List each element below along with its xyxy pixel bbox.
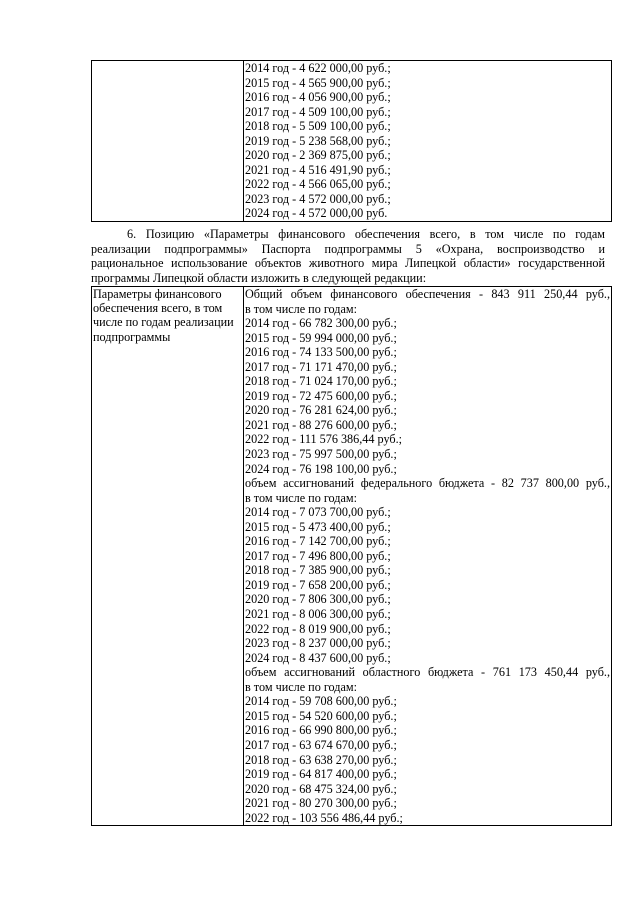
year-line: 2019 год - 64 817 400,00 руб.; xyxy=(245,767,397,782)
funding-table-new xyxy=(91,286,612,826)
year-line: 2018 год - 71 024 170,00 руб.; xyxy=(245,374,397,389)
year-line: 2019 год - 72 475 600,00 руб.; xyxy=(245,388,397,403)
table-row xyxy=(92,61,612,222)
year-line: 2022 год - 111 576 386,44 руб.; xyxy=(245,432,403,447)
label-line: числе по годам реализации xyxy=(93,315,234,330)
year-line: 2016 год - 7 142 700,00 руб.; xyxy=(245,534,391,549)
table-row xyxy=(92,287,612,826)
year-line: 2016 год - 74 133 500,00 руб.; xyxy=(245,345,397,360)
year-line: 2023 год - 4 572 000,00 руб.; xyxy=(245,191,391,206)
year-line: 2020 год - 2 369 875,00 руб.; xyxy=(245,148,391,163)
year-line: 2021 год - 4 516 491,90 руб.; xyxy=(245,162,391,177)
by-years-line: в том числе по годам: xyxy=(245,679,357,694)
year-line: 2018 год - 5 509 100,00 руб.; xyxy=(245,119,391,134)
year-line: 2024 год - 8 437 600,00 руб.; xyxy=(245,650,391,665)
year-line: 2023 год - 8 237 000,00 руб.; xyxy=(245,636,391,651)
year-line: 2018 год - 7 385 900,00 руб.; xyxy=(245,563,391,578)
year-line: 2017 год - 71 171 470,00 руб.; xyxy=(245,359,397,374)
year-line: 2016 год - 66 990 800,00 руб.; xyxy=(245,723,397,738)
amendment-paragraph xyxy=(91,227,605,285)
year-line: 2017 год - 4 509 100,00 руб.; xyxy=(245,104,391,119)
year-line: 2022 год - 103 556 486,44 руб.; xyxy=(245,810,403,825)
year-line: 2024 год - 76 198 100,00 руб.; xyxy=(245,461,397,476)
year-line: 2014 год - 59 708 600,00 руб.; xyxy=(245,694,397,709)
year-line: 2015 год - 59 994 000,00 руб.; xyxy=(245,330,397,345)
paragraph-line: 6. Позицию «Параметры финансового обеспечения всего, в том числе по годам xyxy=(127,227,605,241)
year-line: 2017 год - 7 496 800,00 руб.; xyxy=(245,548,391,563)
year-line: 2015 год - 5 473 400,00 руб.; xyxy=(245,519,391,534)
year-line: 2016 год - 4 056 900,00 руб.; xyxy=(245,90,391,105)
year-line: 2020 год - 76 281 624,00 руб.; xyxy=(245,403,397,418)
paragraph-line: рациональное использование объектов животного мира Липецкой области» государственной xyxy=(91,256,605,270)
year-line: 2015 год - 54 520 600,00 руб.; xyxy=(245,708,397,723)
year-line: 2024 год - 4 572 000,00 руб. xyxy=(245,206,388,221)
funding-details-cell xyxy=(244,287,612,826)
paragraph-line: реализации подпрограммы» Паспорта подпрограммы 5 «Охрана, воспроизводство и xyxy=(91,241,605,256)
year-line: 2014 год - 7 073 700,00 руб.; xyxy=(245,505,391,520)
year-line: 2022 год - 4 566 065,00 руб.; xyxy=(245,177,391,192)
parameter-label-cell xyxy=(92,287,244,826)
year-line: 2023 год - 75 997 500,00 руб.; xyxy=(245,447,397,462)
label-line: обеспечения всего, в том xyxy=(93,301,223,316)
label-line: Параметры финансового xyxy=(93,287,222,301)
year-line: 2019 год - 7 658 200,00 руб.; xyxy=(245,577,391,592)
years-cell xyxy=(244,61,612,222)
empty-label-cell xyxy=(92,61,244,222)
year-line: 2019 год - 5 238 568,00 руб.; xyxy=(245,133,391,148)
total-funding-line: Общий объем финансового обеспечения - 843 911 250,44 руб., xyxy=(245,287,610,301)
year-line: 2021 год - 8 006 300,00 руб.; xyxy=(245,607,391,622)
funding-table-previous xyxy=(91,60,612,222)
year-line: 2021 год - 88 276 600,00 руб.; xyxy=(245,417,397,432)
label-line: подпрограммы xyxy=(93,329,171,344)
year-line: 2021 год - 80 270 300,00 руб.; xyxy=(245,796,397,811)
year-line: 2020 год - 68 475 324,00 руб.; xyxy=(245,781,397,796)
year-line: 2020 год - 7 806 300,00 руб.; xyxy=(245,592,391,607)
regional-budget-line: объем ассигнований областного бюджета - 761 173 450,44 руб., xyxy=(245,665,610,680)
year-line: 2018 год - 63 638 270,00 руб.; xyxy=(245,752,397,767)
federal-budget-line: объем ассигнований федерального бюджета - 82 737 800,00 руб., xyxy=(245,476,610,491)
by-years-line: в том числе по годам: xyxy=(245,490,357,505)
year-line: 2022 год - 8 019 900,00 руб.; xyxy=(245,621,391,636)
year-line: 2014 год - 4 622 000,00 руб.; xyxy=(245,61,391,75)
by-years-line: в том числе по годам: xyxy=(245,301,357,316)
year-line: 2017 год - 63 674 670,00 руб.; xyxy=(245,737,397,752)
paragraph-line: программы Липецкой области изложить в следующей редакции: xyxy=(91,270,427,285)
year-line: 2014 год - 66 782 300,00 руб.; xyxy=(245,316,397,331)
year-line: 2015 год - 4 565 900,00 руб.; xyxy=(245,75,391,90)
